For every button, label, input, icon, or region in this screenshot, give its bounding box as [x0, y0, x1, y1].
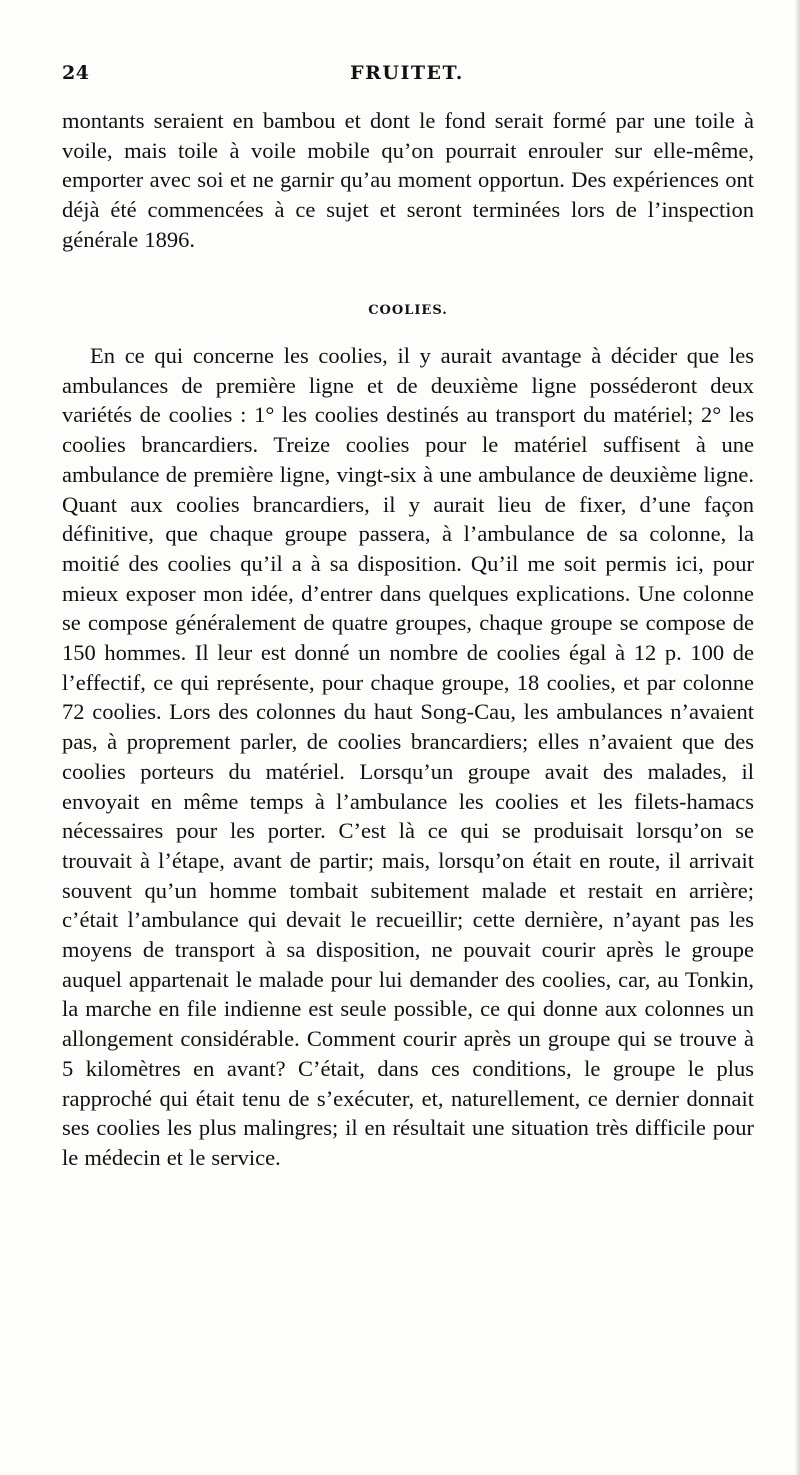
page-number: 24: [62, 62, 90, 84]
running-head: [62, 62, 752, 96]
running-title: FRUITET.: [350, 62, 464, 84]
paragraph-continued: montants seraient en bambou et dont le fond serait formé par une toile à voile, mais toile à voile mobile qu’on pourrait enrouler sur elle-même, emporter avec soi et ne garnir qu’au moment opportun. Des expériences ont déjà été commencées à ce sujet et seront terminées lors de l’inspection générale 1896.: [62, 108, 754, 252]
section-heading: COOLIES.: [368, 303, 448, 318]
paragraph-coolies: En ce qui concerne les coolies, il y aurait avantage à décider que les ambulances de première ligne et de deuxième ligne posséderont deux variétés de coolies : 1° les coolies destinés au transport du matériel; 2° les coolies brancardiers. Treize coolies pour le matériel suffisent à une ambulance de première ligne, vingt-six à une ambulance de deuxième ligne. Quant aux coolies brancardiers, il y aurait lieu de fixer, d’une façon définitive, que chaque groupe passera, à l’ambulance de sa colonne, la moitié des coolies qu’il a à sa disposition. Qu’il me soit permis ici, pour mieux exposer mon idée, d’entrer dans quelques explications. Une colonne se compose généralement de quatre groupes, chaque groupe se compose de 150 hommes. Il leur est donné un nombre de coolies égal à 12 p. 100 de l’effectif, ce qui représente, pour chaque groupe, 18 coolies, et par colonne 72 coolies. Lors des colonnes du haut Song-Cau, les ambulances n’avaient pas, à proprement parler, de coolies brancardiers; elles n’avaient que des coolies porteurs du matériel. Lorsqu’un groupe avait des malades, il envoyait en même temps à l’ambulance les coolies et les filets-hamacs nécessaires pour les porter. C’est là ce qui se produisait lorsqu’on se trouvait à l’étape, avant de partir; mais, lorsqu’on était en route, il arrivait souvent qu’un homme tombait subitement malade et restait en arrière; c’était l’ambulance qui devait le recueillir; cette dernière, n’ayant pas les moyens de transport à sa disposition, ne pouvait courir après le groupe auquel appartenait le malade pour lui demander des coolies, car, au Tonkin, la marche en file indienne est seule possible, ce qui donne aux colonnes un allongement considérable. Comment courir après un groupe qui se trouve à 5 kilomètres en avant? C’était, dans ces conditions, le groupe le plus rapproché qui était tenu de s’exécuter, et, naturellement, ce dernier donnait ses coolies les plus malingres; il en résultait une situation très difficile pour le médecin et le service.: [62, 343, 754, 1170]
